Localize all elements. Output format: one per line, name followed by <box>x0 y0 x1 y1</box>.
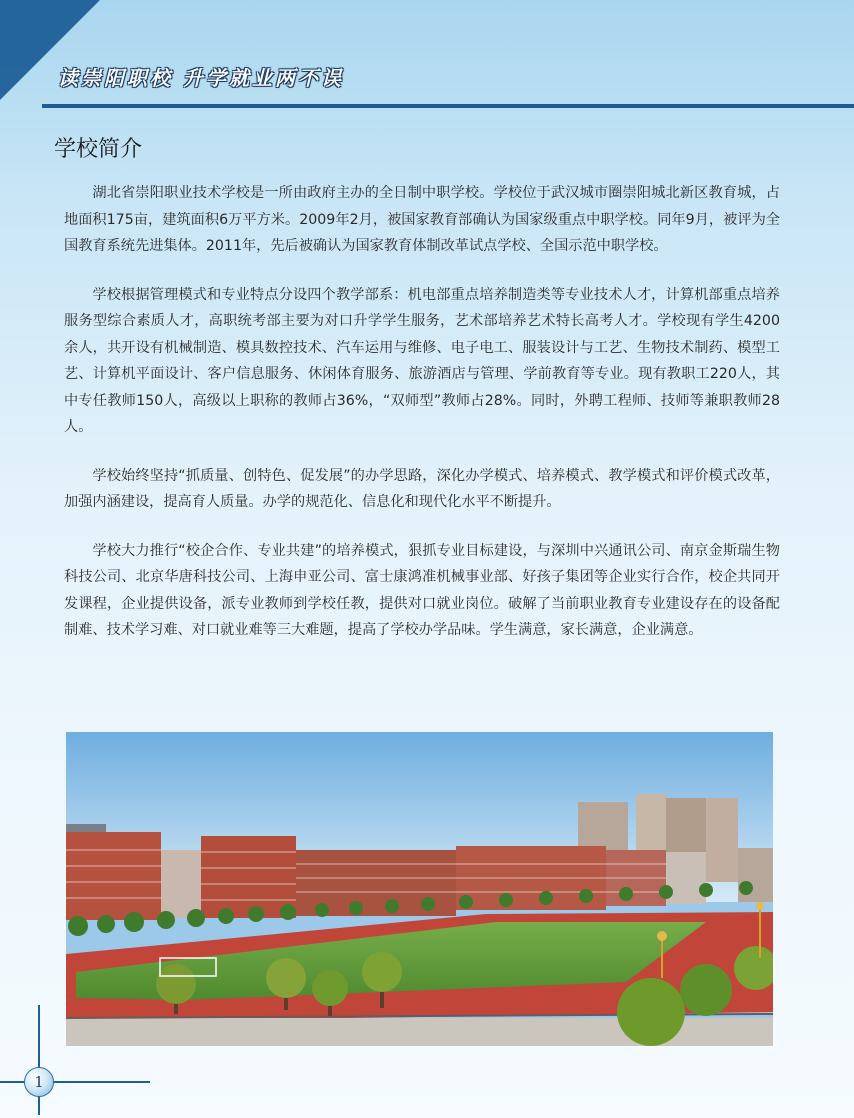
paragraph-intro: 湖北省崇阳职业技术学校是一所由政府主办的全日制中职学校。学校位于武汉城市圈崇阳城北新区教育城，占地面积175亩，建筑面积6万平方米。2009年2月，被国家教育部确认为国家级重点中职学校。同年9月，被评为全国教育系统先进集体。2011年，先后被确认为国家教育体制改革试点学校、全国示范中职学校。 <box>64 185 780 254</box>
page-title: 学校简介 <box>54 137 143 162</box>
page-number-badge <box>24 1067 54 1097</box>
footer-horizontal-line <box>0 1081 150 1083</box>
paragraph-departments: 学校根据管理模式和专业特点分设四个教学部系：机电部重点培养制造类等专业技术人才，计算机部重点培养服务型综合素质人才，高职统考部主要为对口升学学生服务，艺术部培养艺术特长高考人才。学校现有学生4200余人，共开设有机械制造、模具数控技术、汽车运用与维修、电子电工、服装设计与工艺、生物技术制药、模型工艺、计算机平面设计、客户信息服务、休闲体育服务、旅游酒店与管理、学前教育等专业。现有教职工220人，其中专任教师150人，高级以上职称的教师占36%，“双师型”教师占28%。同时，外聘工程师、技师等兼职教师28人。 <box>64 286 780 435</box>
paragraph-philosophy: 学校始终坚持“抓质量、创特色、促发展”的办学思路，深化办学模式、培养模式、教学模式和评价模式改革，加强内涵建设，提高育人质量。办学的规范化、信息化和现代化水平不断提升。 <box>64 467 780 510</box>
footer-vertical-line <box>38 1005 40 1115</box>
campus-photo <box>66 732 773 1046</box>
page-number: 1 <box>34 1073 44 1091</box>
paragraph-cooperation: 学校大力推行“校企合作、专业共建”的培养模式，狠抓专业目标建设，与深圳中兴通讯公司、南京金斯瑞生物科技公司、北京华唐科技公司、上海申亚公司、富士康鸿准机械事业部、好孩子集团等企业实行合作，校企共同开发课程，企业提供设备，派专业教师到学校任教，提供对口就业岗位。破解了当前职业教育专业建设存在的设备配制难、技术学习难、对口就业难等三大难题，提高了学校办学品味。学生满意，家长满意，企业满意。 <box>64 542 780 638</box>
header-divider <box>42 104 854 108</box>
article-body <box>64 180 780 666</box>
campus-illustration <box>66 732 773 1046</box>
header-slogan: 读崇阳职校 升学就业两不误 <box>58 66 344 90</box>
